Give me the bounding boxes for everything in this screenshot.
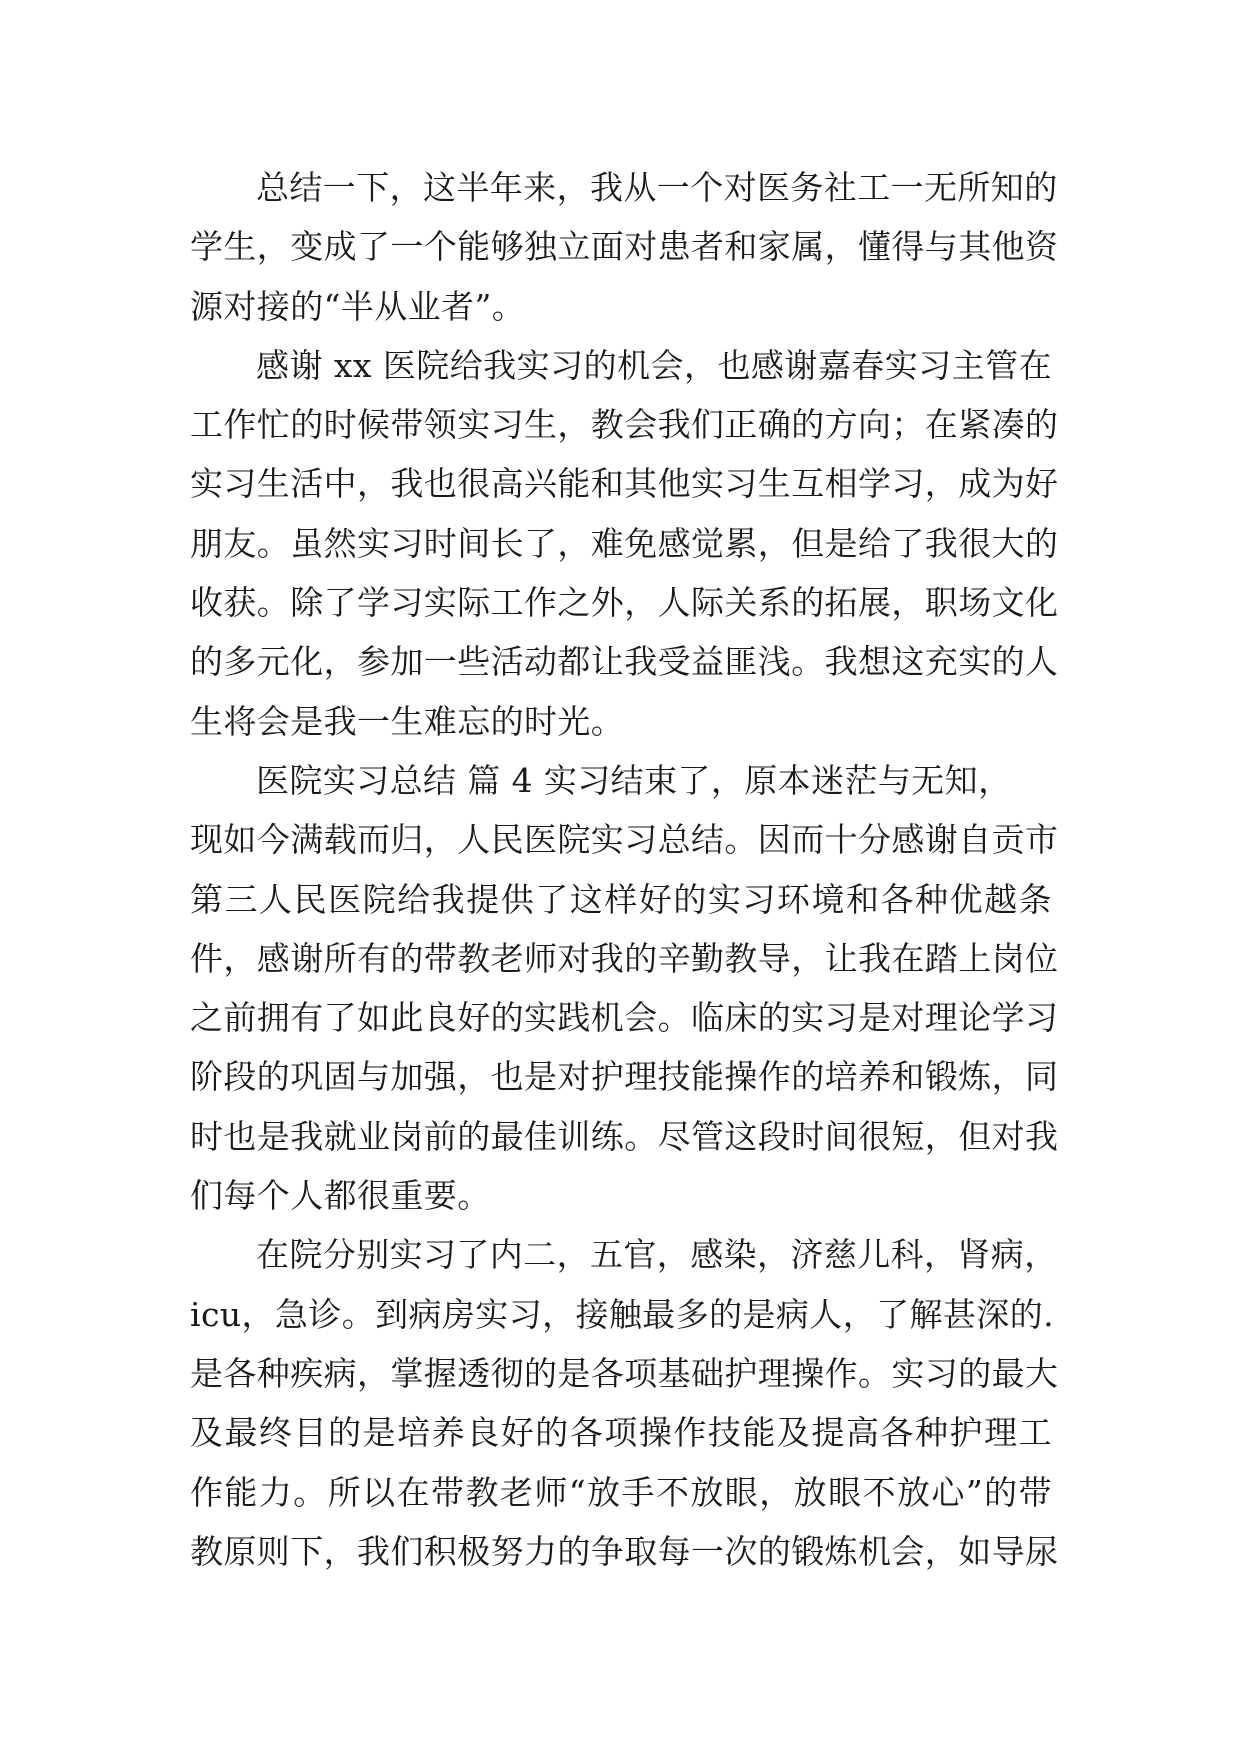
text-line: 实习生活中，我也很高兴能和其他实习生互相学习，成为好 [190,464,1059,504]
text-line: 朋友。虽然实习时间长了，难免感觉累，但是给了我很大的 [190,523,1059,563]
text-line: 时也是我就业岗前的最佳训练。尽管这段时间很短，但对我 [190,1116,1059,1156]
text-line: 教原则下，我们积极努力的争取每一次的锻炼机会，如导尿 [190,1531,1059,1571]
text-line: 生将会是我一生难忘的时光。 [190,701,625,741]
text-line: 源对接的“半从业者”。 [190,286,526,326]
text-line: 及最终目的是培养良好的各项操作技能及提高各种护理工 [190,1413,1052,1453]
text-line: 的多元化，参加一些活动都让我受益匪浅。我想这充实的人 [190,642,1059,682]
text-line: 阶段的巩固与加强，也是对护理技能操作的培养和锻炼，同 [190,1057,1059,1097]
text-line: 工作忙的时候带领实习生，教会我们正确的方向；在紧凑的 [190,405,1059,445]
document-body [190,158,1059,1581]
text-line: 学生，变成了一个能够独立面对患者和家属，懂得与其他资 [190,227,1059,267]
text-line: 在院分别实习了内二，五官，感染，济慈儿科，肾病， [256,1235,1058,1275]
text-line: icu，急诊。到病房实习，接触最多的是病人，了解甚深的. [190,1294,1054,1334]
text-line: 感谢 xx 医院给我实习的机会，也感谢嘉春实习主管在 [256,345,1052,385]
text-line: 之前拥有了如此良好的实践机会。临床的实习是对理论学习 [190,998,1059,1038]
text-line: 总结一下，这半年来，我从一个对医务社工一无所知的 [256,168,1058,207]
text-line: 收获。除了学习实际工作之外，人际关系的拓展，职场文化 [190,583,1059,623]
text-line: 现如今满载而归，人民医院实习总结。因而十分感谢自贡市 [190,820,1059,860]
text-line: 作能力。所以在带教老师“放手不放眼，放眼不放心”的带 [190,1472,1052,1512]
text-line: 件，感谢所有的带教老师对我的辛勤教导，让我在踏上岗位 [190,938,1059,978]
text-line: 医院实习总结 篇 4 实习结束了，原本迷茫与无知， [256,760,1012,800]
text-line: 们每个人都很重要。 [190,1176,491,1216]
text-line: 是各种疾病，掌握透彻的是各项基础护理操作。实习的最大 [190,1353,1059,1393]
text-line: 第三人民医院给我提供了这样好的实习环境和各种优越条 [190,879,1052,919]
